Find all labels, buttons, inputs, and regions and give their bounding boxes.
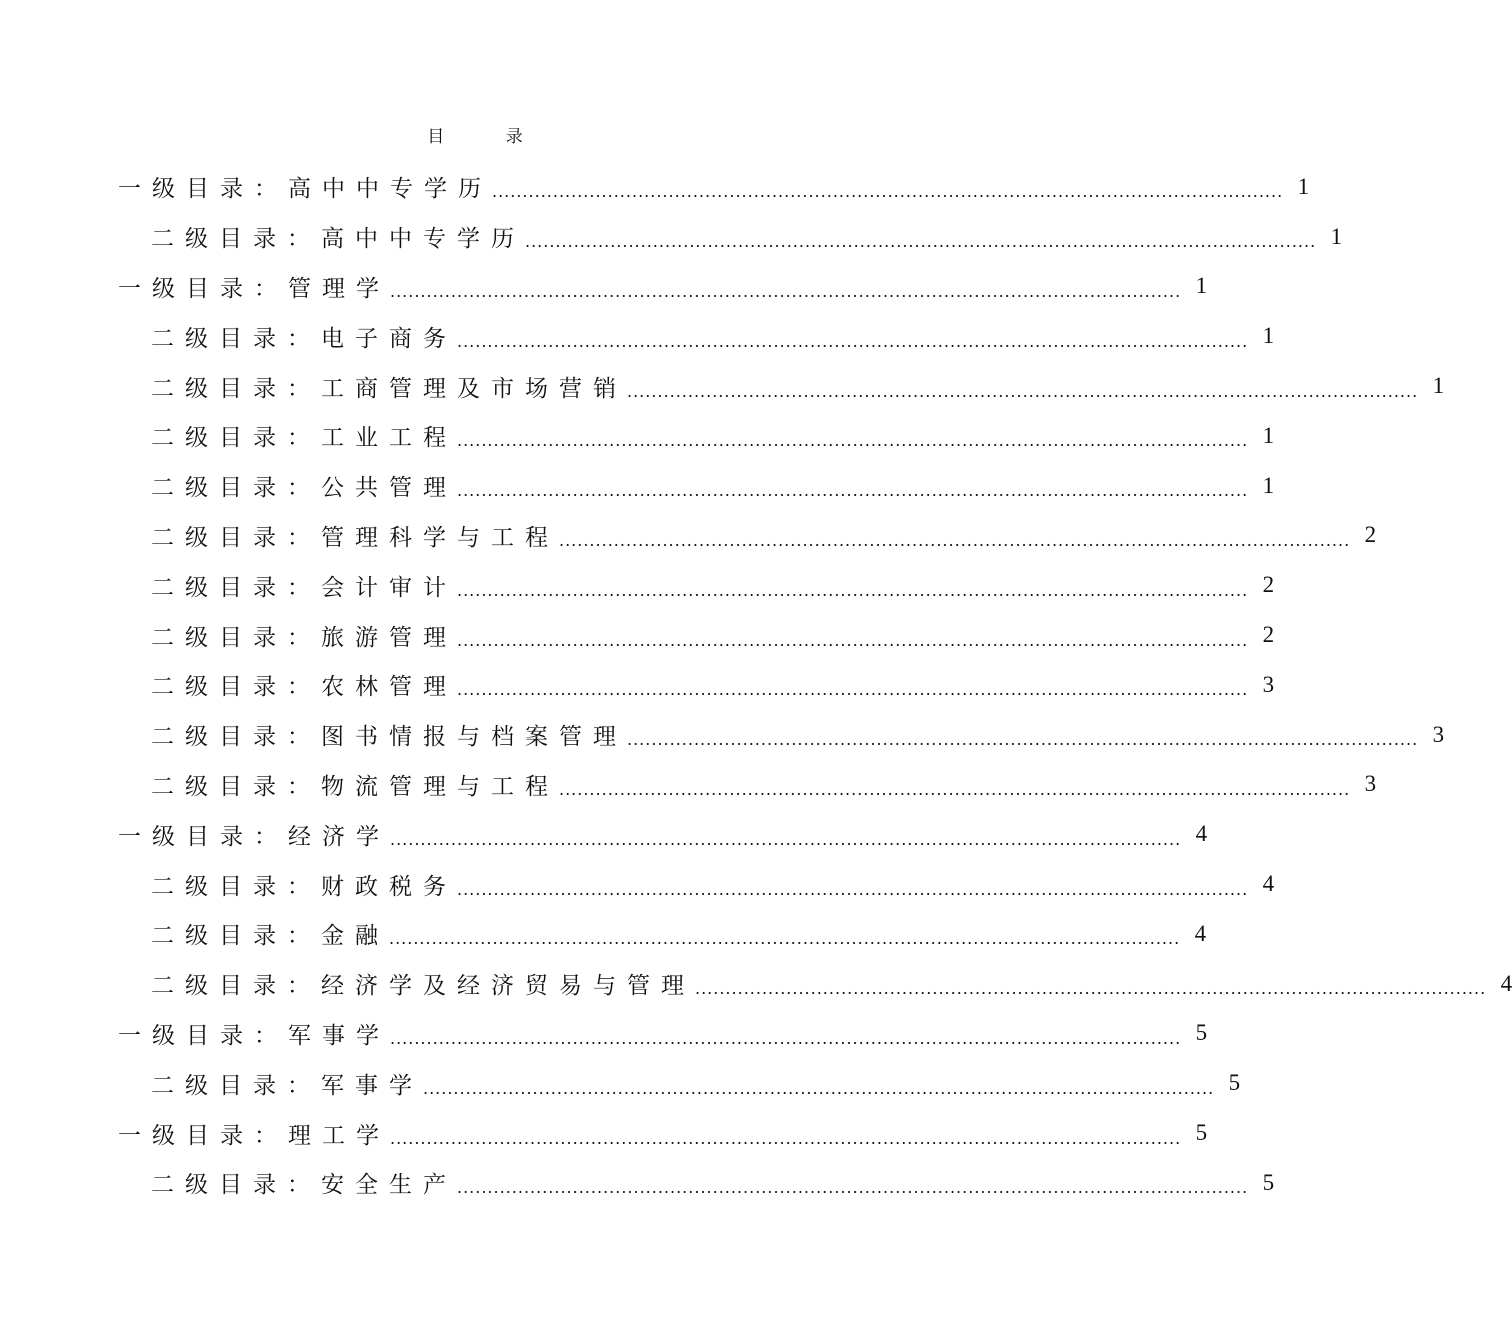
toc-entry[interactable]: [0, 361, 1445, 411]
toc-dot-leader: ..................................................................................................................................: [389, 929, 1181, 949]
toc-page-number: 2: [1364, 522, 1377, 548]
toc-page-number: 4: [1262, 871, 1275, 897]
toc-entry-text: 二级目录：经济学及经济贸易与管理: [151, 973, 695, 1000]
toc-dot-leader: ..................................................................................................................................: [457, 630, 1249, 650]
toc-dot-leader: ..................................................................................................................................: [559, 530, 1351, 550]
toc-dot-leader: ..................................................................................................................................: [457, 331, 1249, 351]
toc-entry-text: 二级目录：金融: [151, 923, 389, 950]
toc-dot-leader: ..................................................................................................................................: [390, 281, 1182, 301]
toc-dot-leader: ..................................................................................................................................: [525, 232, 1317, 252]
toc-entry-text: 一级目录：管理学: [118, 275, 390, 302]
toc-entry[interactable]: [0, 212, 1343, 262]
toc-dot-leader: ..................................................................................................................................: [627, 730, 1419, 750]
toc-entry[interactable]: [0, 959, 1512, 1009]
toc-dot-leader: ..................................................................................................................................: [457, 680, 1249, 700]
toc-dot-leader: ..................................................................................................................................: [390, 829, 1182, 849]
toc-entry[interactable]: [0, 859, 1275, 909]
toc-entry-text: 一级目录：军事学: [118, 1022, 390, 1049]
toc-entry[interactable]: [0, 1058, 1241, 1108]
toc-entry[interactable]: [0, 760, 1377, 810]
toc-dot-leader: ..................................................................................................................................: [423, 1078, 1215, 1098]
toc-dot-leader: ..................................................................................................................................: [457, 1178, 1249, 1198]
toc-entry[interactable]: [0, 411, 1275, 461]
toc-entry[interactable]: [0, 560, 1275, 610]
toc-dot-leader: ..................................................................................................................................: [390, 1128, 1182, 1148]
toc-page-number: 1: [1195, 273, 1208, 299]
toc-list: [0, 162, 1512, 1208]
toc-entry-text: 二级目录：军事学: [151, 1072, 423, 1099]
toc-page-number: 1: [1262, 323, 1275, 349]
toc-entry[interactable]: [0, 809, 1208, 859]
toc-entry-text: 二级目录：财政税务: [151, 873, 457, 900]
toc-page-number: 4: [1195, 821, 1208, 847]
toc-entry-text: 二级目录：高中中专学历: [151, 226, 525, 253]
toc-entry-text: 一级目录：高中中专学历: [118, 176, 492, 203]
toc-entry[interactable]: [0, 162, 1310, 212]
toc-entry[interactable]: [0, 1108, 1208, 1158]
toc-entry-text: 二级目录：物流管理与工程: [151, 773, 559, 800]
toc-dot-leader: ..................................................................................................................................: [457, 580, 1249, 600]
toc-entry-text: 二级目录：工业工程: [151, 425, 457, 452]
toc-entry-text: 二级目录：电子商务: [151, 325, 457, 352]
toc-entry-text: 二级目录：会计审计: [151, 574, 457, 601]
toc-dot-leader: ..................................................................................................................................: [390, 1028, 1182, 1048]
toc-entry-text: 二级目录：图书情报与档案管理: [151, 724, 627, 751]
toc-entry[interactable]: [0, 511, 1377, 561]
toc-page-number: 1: [1262, 422, 1275, 448]
toc-dot-leader: ..................................................................................................................................: [695, 979, 1487, 999]
toc-entry[interactable]: [0, 909, 1207, 959]
toc-page-number: 1: [1330, 223, 1343, 249]
toc-page-number: 5: [1195, 1120, 1208, 1146]
toc-title: 目 录: [427, 127, 551, 147]
toc-entry-text: 二级目录：旅游管理: [151, 624, 457, 651]
toc-page-number: 1: [1297, 173, 1310, 199]
toc-page-number: 2: [1262, 572, 1275, 598]
toc-page-number: 5: [1228, 1070, 1241, 1096]
toc-page-number: 5: [1195, 1020, 1208, 1046]
toc-entry-text: 二级目录：农林管理: [151, 674, 457, 701]
toc-entry[interactable]: [0, 610, 1275, 660]
toc-entry-text: 一级目录：理工学: [118, 1122, 390, 1149]
toc-entry-text: 二级目录：管理科学与工程: [151, 524, 559, 551]
toc-entry-text: 二级目录：安全生产: [151, 1172, 457, 1199]
toc-dot-leader: ..................................................................................................................................: [627, 381, 1419, 401]
toc-entry[interactable]: [0, 461, 1275, 511]
toc-entry[interactable]: [0, 262, 1208, 312]
toc-dot-leader: ..................................................................................................................................: [457, 431, 1249, 451]
toc-page-number: 1: [1432, 373, 1445, 399]
toc-page-number: 3: [1364, 771, 1377, 797]
toc-entry[interactable]: [0, 660, 1275, 710]
toc-entry[interactable]: [0, 311, 1275, 361]
toc-page-number: 5: [1262, 1169, 1275, 1195]
toc-entry-text: 二级目录：公共管理: [151, 475, 457, 502]
toc-page-number: 1: [1262, 472, 1275, 498]
toc-dot-leader: ..................................................................................................................................: [457, 879, 1249, 899]
toc-entry[interactable]: [0, 1158, 1275, 1208]
toc-page-number: 4: [1500, 970, 1512, 996]
toc-dot-leader: ..................................................................................................................................: [559, 779, 1351, 799]
toc-entry[interactable]: [0, 710, 1445, 760]
toc-page-number: 4: [1194, 920, 1207, 946]
toc-page-number: 2: [1262, 622, 1275, 648]
toc-dot-leader: ..................................................................................................................................: [492, 182, 1284, 202]
toc-page-number: 3: [1262, 671, 1275, 697]
toc-entry-text: 一级目录：经济学: [118, 823, 390, 850]
toc-entry[interactable]: [0, 1009, 1208, 1059]
toc-dot-leader: ..................................................................................................................................: [457, 481, 1249, 501]
toc-entry-text: 二级目录：工商管理及市场营销: [151, 375, 627, 402]
toc-page-number: 3: [1432, 721, 1445, 747]
